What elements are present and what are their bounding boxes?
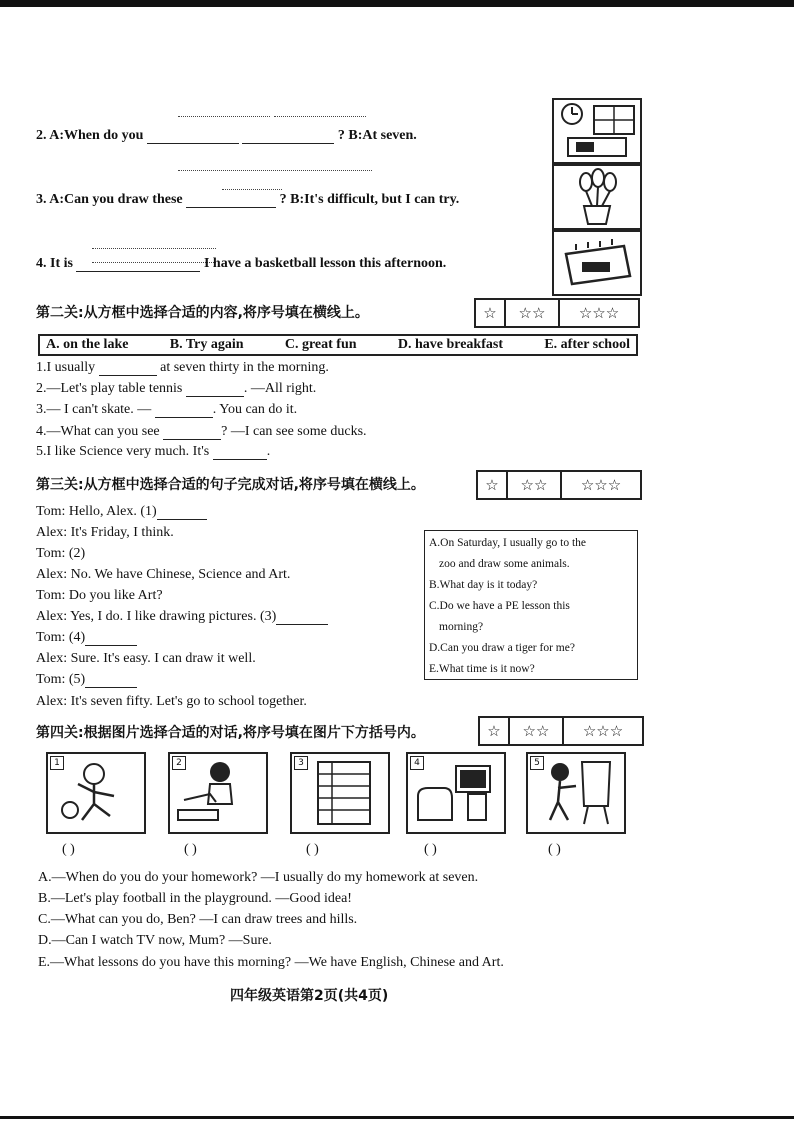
- picture-5-drawing: [526, 752, 626, 834]
- star-1[interactable]: ☆: [476, 300, 506, 326]
- sentence-choice-box: [424, 530, 638, 680]
- part2-star-rating: [474, 298, 640, 328]
- answer-blank[interactable]: [157, 505, 207, 520]
- dialogue-line-5: Tom: Do you like Art?: [36, 588, 163, 603]
- answer-paren-2[interactable]: ( ): [184, 842, 197, 857]
- choice-a-line2: zoo and draw some animals.: [439, 558, 570, 570]
- dialogue-line-8: Alex: Sure. It's easy. I can draw it well.: [36, 651, 256, 666]
- option-e: E. after school: [544, 337, 630, 352]
- choice-d: D.Can you draw a tiger for me?: [429, 642, 575, 654]
- page-footer: 四年级英语第2页(共4页): [230, 988, 389, 1004]
- question-2: 2. A:When do you ? B:At seven.: [36, 128, 417, 143]
- calendar-picture: [552, 230, 642, 296]
- part2-item-2: 2.—Let's play table tennis . —All right.: [36, 381, 317, 396]
- answer-blank[interactable]: [242, 129, 334, 144]
- dialogue-line-10: Alex: It's seven fifty. Let's go to school together.: [36, 694, 307, 709]
- question-4: 4. It is I have a basketball lesson this afternoon.: [36, 256, 447, 271]
- star-1[interactable]: ☆: [478, 472, 508, 498]
- dialogue-line-2: Alex: It's Friday, I think.: [36, 525, 174, 540]
- bottom-border: [0, 1116, 794, 1119]
- part2-item-3: 3.— I can't skate. — . You can do it.: [36, 402, 298, 417]
- star-3[interactable]: ☆☆☆: [582, 722, 624, 740]
- sentence-a: A.—When do you do your homework? —I usually do my homework at seven.: [38, 870, 479, 885]
- choice-a-line1: A.On Saturday, I usually go to the: [429, 537, 587, 549]
- star-1[interactable]: ☆: [480, 718, 510, 744]
- answer-blank[interactable]: [76, 257, 200, 272]
- star-3[interactable]: ☆☆☆: [580, 476, 622, 494]
- option-b: B. Try again: [169, 337, 244, 352]
- part2-item-1: 1.I usually at seven thirty in the morning.: [36, 360, 329, 375]
- part2-heading: 第二关:从方框中选择合适的内容,将序号填在横线上。: [36, 305, 369, 321]
- clock-window-picture: [552, 98, 642, 164]
- answer-paren-4[interactable]: ( ): [424, 842, 437, 857]
- choice-b: B.What day is it today?: [429, 579, 538, 591]
- option-box: [38, 334, 638, 356]
- dialogue-line-4: Alex: No. We have Chinese, Science and Art.: [36, 567, 291, 582]
- answer-blank[interactable]: [155, 403, 213, 418]
- dots-q2: [178, 104, 366, 122]
- option-d: D. have breakfast: [397, 337, 503, 352]
- answer-blank[interactable]: [85, 673, 137, 688]
- top-border: [0, 0, 794, 7]
- sentence-c: C.—What can you do, Ben? —I can draw trees and hills.: [38, 912, 358, 927]
- answer-blank[interactable]: [85, 631, 137, 646]
- sentence-b: B.—Let's play football in the playground. —Good idea!: [38, 891, 352, 906]
- picture-number: 1: [50, 756, 64, 770]
- option-a: A. on the lake: [46, 337, 129, 352]
- picture-number: 3: [294, 756, 308, 770]
- sentence-e: E.—What lessons do you have this morning? —We have English, Chinese and Art.: [38, 955, 504, 970]
- dialogue-line-1: Tom: Hello, Alex. (1): [36, 504, 207, 520]
- star-2[interactable]: ☆☆: [508, 472, 562, 498]
- dots-q2b: [178, 158, 372, 176]
- dialogue-line-7: Tom: (4): [36, 630, 137, 646]
- part4-heading: 第四关:根据图片选择合适的对话,将序号填在图片下方括号内。: [36, 725, 425, 741]
- dialogue-line-6: Alex: Yes, I do. I like drawing pictures. (3): [36, 609, 328, 625]
- answer-paren-5[interactable]: ( ): [548, 842, 561, 857]
- picture-4-watching-tv: [406, 752, 506, 834]
- sentence-d: D.—Can I watch TV now, Mum? —Sure.: [38, 933, 272, 948]
- dialogue-line-3: Tom: (2): [36, 546, 86, 561]
- flowers-picture: [552, 164, 642, 230]
- answer-blank[interactable]: [186, 382, 244, 397]
- star-2[interactable]: ☆☆: [510, 718, 564, 744]
- part3-star-rating: [476, 470, 642, 500]
- answer-blank[interactable]: [186, 193, 276, 208]
- part3-heading: 第三关:从方框中选择合适的句子完成对话,将序号填在横线上。: [36, 477, 425, 493]
- answer-blank[interactable]: [163, 425, 221, 440]
- answer-blank[interactable]: [99, 361, 157, 376]
- answer-blank[interactable]: [276, 610, 328, 625]
- star-2[interactable]: ☆☆: [506, 300, 560, 326]
- choice-c-line2: morning?: [439, 621, 484, 633]
- dialogue-line-9: Tom: (5): [36, 672, 137, 688]
- answer-blank[interactable]: [147, 129, 239, 144]
- choice-c-line1: C.Do we have a PE lesson this: [429, 600, 570, 612]
- part2-item-5: 5.I like Science very much. It's .: [36, 444, 271, 459]
- choice-e: E.What time is it now?: [429, 663, 535, 675]
- option-c: C. great fun: [284, 337, 357, 352]
- picture-number: 2: [172, 756, 186, 770]
- picture-2-homework: [168, 752, 268, 834]
- answer-paren-3[interactable]: ( ): [306, 842, 319, 857]
- answer-paren-1[interactable]: ( ): [62, 842, 75, 857]
- star-3[interactable]: ☆☆☆: [578, 304, 620, 322]
- picture-1-playing-football: [46, 752, 146, 834]
- answer-blank[interactable]: [213, 445, 267, 460]
- question-3: 3. A:Can you draw these ? B:It's difficult, but I can try.: [36, 192, 460, 207]
- picture-number: 4: [410, 756, 424, 770]
- part4-star-rating: [478, 716, 644, 746]
- part2-item-4: 4.—What can you see ? —I can see some ducks.: [36, 424, 367, 439]
- picture-3-timetable: [290, 752, 390, 834]
- picture-number: 5: [530, 756, 544, 770]
